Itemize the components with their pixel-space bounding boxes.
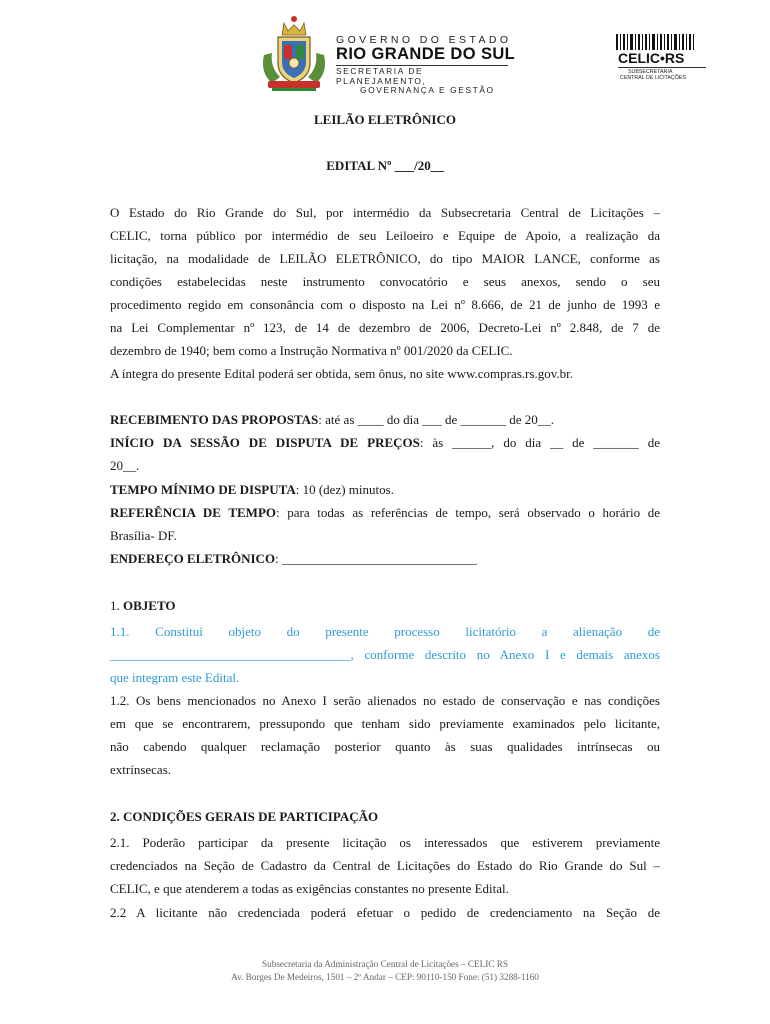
celic-sub2: CENTRAL DE LICITAÇÕES [620,75,686,81]
inicio-label: INÍCIO DA SESSÃO DE DISPUTA DE PREÇOS [110,435,420,450]
referencia-value: : para todas as referências de tempo, será observado o horário de [276,505,660,520]
item-2-1-line: CELIC, e que atenderem a todas as exigências constantes no presente Edital. [110,881,509,896]
endereco-label: ENDEREÇO ELETRÔNICO [110,551,276,566]
tempo-value: : 10 (dez) minutos. [295,482,394,497]
tempo-label: TEMPO MÍNIMO DE DISPUTA [110,482,296,497]
item-1-2-line: 1.2. Os bens mencionados no Anexo I serão alienados no estado de conservação e nas condições [110,693,660,708]
gov-line1: GOVERNO DO ESTADO [336,34,512,46]
celic-sub1: SUBSECRETARIA [628,69,673,75]
footer-line1: Subsecretaria da Administração Central de Licitações – CELIC RS [262,959,508,969]
section-1-heading: 1. OBJETO [110,598,176,613]
endereco-value: : ______________________________ [275,551,477,566]
intro-line: O Estado do Rio Grande do Sul, por intermédio da Subsecretaria Central de Licitações – [110,205,660,220]
item-1-2-line: não cabendo qualquer reclamação posterior quanto às suas qualidades intrínsecas ou [110,739,660,754]
recebimento-value: : até as ____ do dia ___ de _______ de 20__. [318,412,555,427]
inicio-line [110,431,660,454]
intro-line: na Lei Complementar nº 123, de 14 de dezembro de 2006, Decreto-Lei nº 2.848, de 7 de [110,320,660,335]
item-1-2-line: em que se encontrarem, pressupondo que tenham sido previamente examinados pelo licitante, [110,716,660,731]
barcode-icon [616,34,696,50]
celic-divider [618,67,706,68]
section-2-heading: 2. CONDIÇÕES GERAIS DE PARTICIPAÇÃO [110,809,379,824]
integra-paragraph: A íntegra do presente Edital poderá ser obtida, sem ônus, no site www.compras.rs.gov.br. [110,366,573,381]
referencia-line-cont: Brasília- DF. [110,528,177,543]
intro-line: procedimento regido em consonância com o disposto na Lei nº 8.666, de 21 de junho de 1993 e [110,297,660,312]
page-header [0,12,770,95]
referencia-label: REFERÊNCIA DE TEMPO [110,505,277,520]
intro-line: CELIC, torna público por intermédio de seu Leiloeiro e Equipe de Apoio, a realização da [110,228,660,243]
recebimento-label: RECEBIMENTO DAS PROPOSTAS [110,412,319,427]
gov-line4: GOVERNANÇA E GESTÃO [360,85,495,95]
document-title: LEILÃO ELETRÔNICO [314,112,456,127]
item-1-1-line: _____________________________________, conforme descrito no Anexo I e demais anexos [110,647,660,662]
item-1-2-line: extrínsecas. [110,762,172,777]
inicio-value: : às ______, do dia __ de _______ de [419,435,660,450]
endereco-line [110,547,660,570]
celic-logo [612,34,708,81]
intro-line: condições estabelecidas neste instrumento convocatório e seus anexos, sendo o seu [110,274,660,289]
recebimento-line [110,408,660,431]
celic-name: CELIC•RS [618,50,685,66]
rs-coat-of-arms-icon [258,15,330,93]
referencia-line [110,501,660,524]
intro-line: licitação, na modalidade de LEILÃO ELETRÔNICO, do tipo MAIOR LANCE, conforme as [110,251,660,266]
item-1-1-line: 1.1. Constitui objeto do presente processo licitatório a alienação de [110,624,660,639]
item-1-1-line: que integram este Edital. [110,670,240,685]
item-2-1-line: credenciados na Seção de Cadastro da Central de Licitações do Estado do Rio Grande do Sul – [110,858,660,873]
footer-line2: Av. Borges De Medeiros, 1501 – 2º Andar – CEP: 90110-150 Fone: (51) 3288-1160 [231,971,539,982]
intro-line-last: dezembro de 1940; bem como a Instrução Normativa nº 001/2020 da CELIC. [110,343,513,358]
page-footer [0,958,770,983]
item-2-2-line: 2.2 A licitante não credenciada poderá efetuar o pedido de credenciamento na Seção de [110,905,660,920]
tempo-line [110,478,660,501]
edital-number: EDITAL Nº ___/20__ [326,158,444,173]
government-title-block [336,34,516,96]
item-2-1-line: 2.1. Poderão participar da presente licitação os interessados que estiverem previamente [110,835,660,850]
gov-line3: SECRETARIA DE PLANEJAMENTO, [336,66,427,86]
inicio-line-cont: 20__. [110,458,140,473]
gov-line2: RIO GRANDE DO SUL [336,45,516,63]
